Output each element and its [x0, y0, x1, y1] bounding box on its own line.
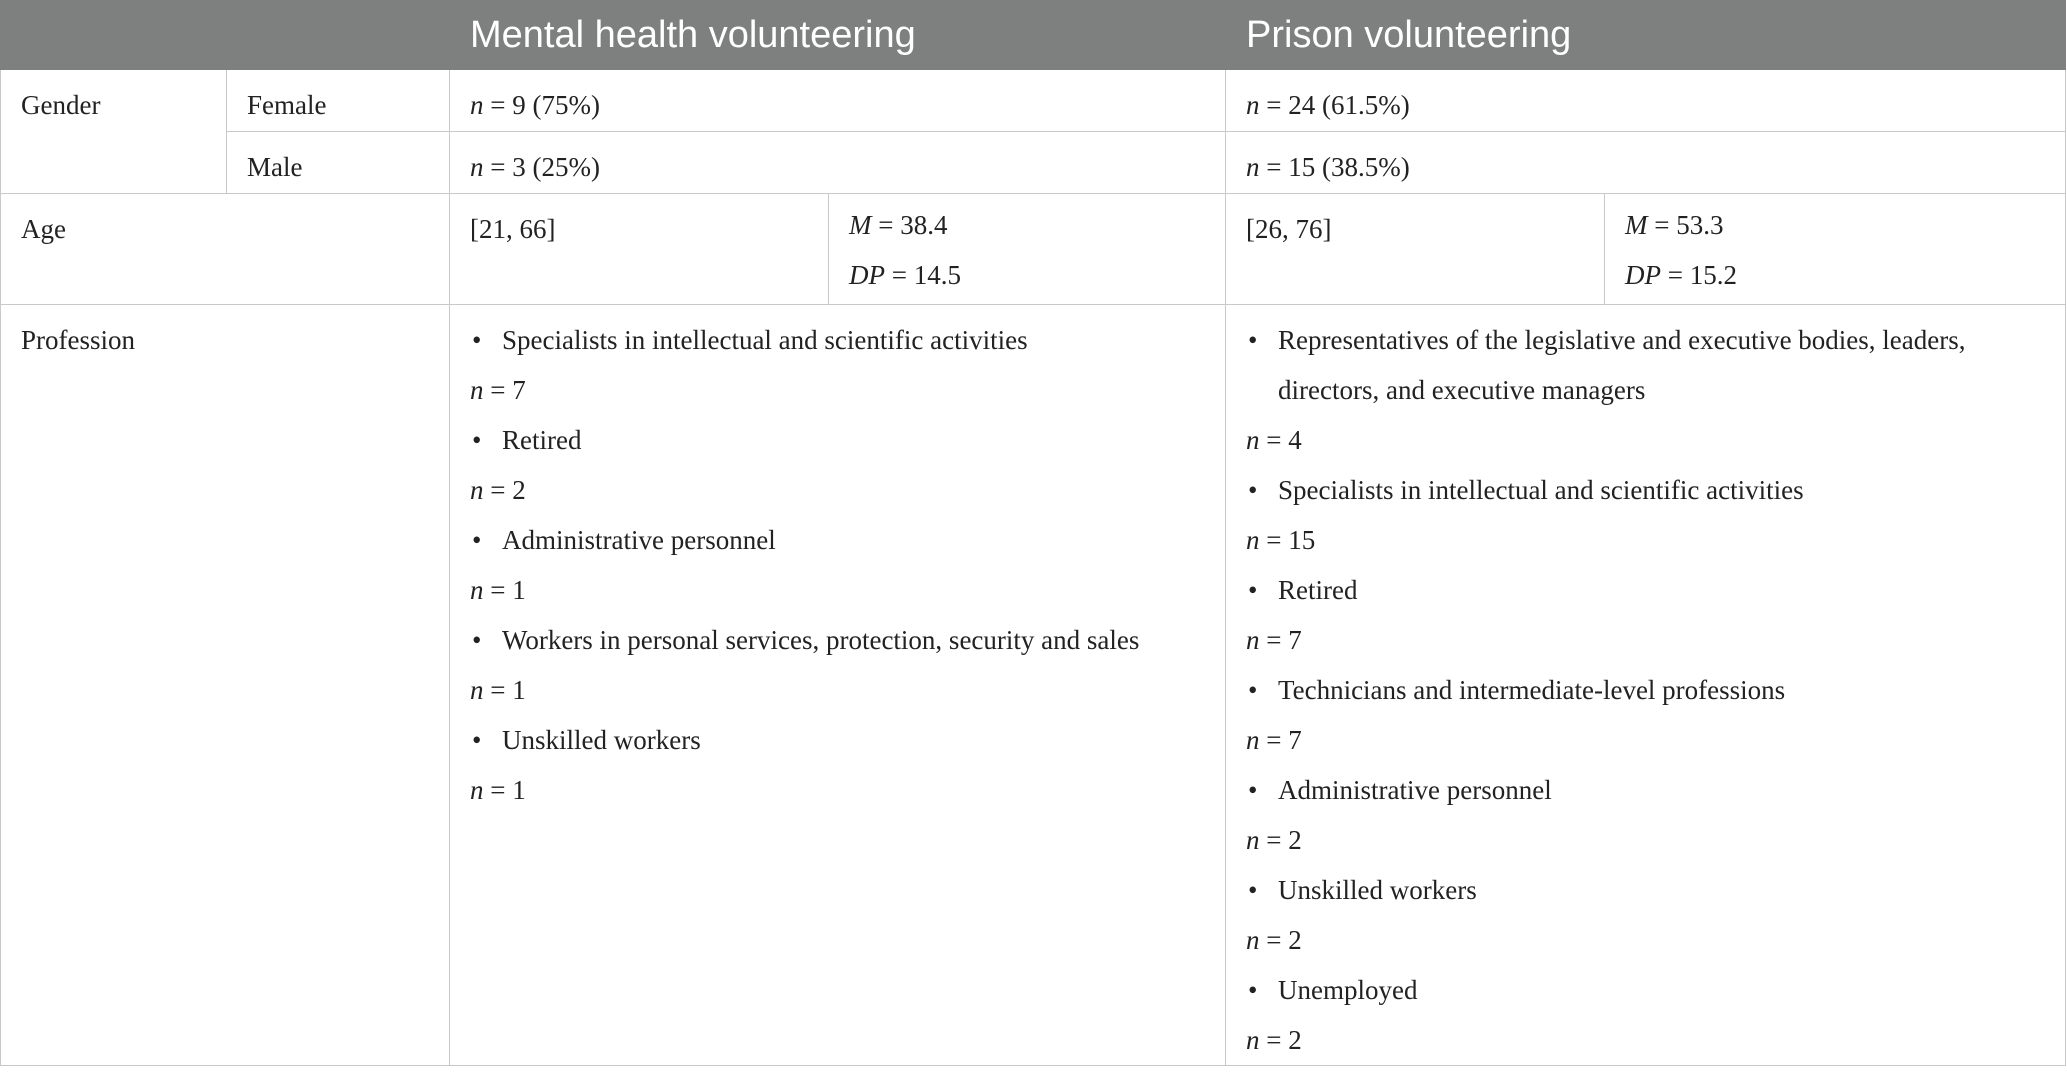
header-row: [1, 1, 2066, 70]
header-prison: Prison volunteering: [1226, 1, 2066, 70]
female-label: Female: [227, 70, 450, 132]
table-row-profession: [1, 305, 2066, 1066]
list-item: [1246, 315, 2045, 415]
prison-age-range: [26, 76]: [1226, 194, 1605, 305]
list-item: • Unemployed: [1246, 965, 2045, 1015]
list-item-count: n = 2: [1246, 925, 1302, 955]
gender-label: Gender: [1, 70, 227, 194]
list-item: • Unskilled workers: [1246, 865, 2045, 915]
prison-profession-list: [1226, 305, 2066, 1066]
list-item: • Technicians and intermediate-level professions: [1246, 665, 2045, 715]
list-item-count: n = 2: [1246, 1025, 1302, 1055]
profession-label: Profession: [1, 305, 450, 1066]
list-item-count: n = 1: [470, 775, 526, 805]
list-item-count: n = 7: [470, 375, 526, 405]
list-item-count: n = 15: [1246, 525, 1316, 555]
list-item: • Administrative personnel: [1246, 765, 2045, 815]
list-item-count: n = 2: [1246, 825, 1302, 855]
list-item-count: n = 1: [470, 575, 526, 605]
list-item-count: n = 2: [470, 475, 526, 505]
header-empty-cell: [1, 1, 450, 70]
male-label: Male: [227, 132, 450, 194]
list-item: • Retired: [470, 415, 1205, 465]
prison-age-mean: M = 53.3: [1625, 210, 1724, 240]
list-item: • Specialists in intellectual and scientific activities: [470, 315, 1205, 365]
header-mental-health: Mental health volunteering: [450, 1, 1226, 70]
list-item-count: n = 7: [1246, 725, 1302, 755]
mental-profession-list: [450, 305, 1226, 1066]
mental-age-mean: M = 38.4: [849, 210, 948, 240]
list-item-line: directors, and executive managers: [1278, 375, 1646, 405]
mental-age-range: [21, 66]: [450, 194, 829, 305]
list-item: • Specialists in intellectual and scientific activities: [1246, 465, 2045, 515]
list-item-count: n = 7: [1246, 625, 1302, 655]
list-item: • Unskilled workers: [470, 715, 1205, 765]
table-row-age: [1, 194, 2066, 305]
table-row-gender-male: [1, 132, 2066, 194]
list-item: • Retired: [1246, 565, 2045, 615]
prison-age-sd: DP = 15.2: [1625, 260, 1737, 290]
table-row-gender-female: [1, 70, 2066, 132]
age-label: Age: [1, 194, 450, 305]
list-item-count: n = 1: [470, 675, 526, 705]
prison-male-value: n = 15 (38.5%): [1226, 132, 2066, 194]
list-item-count: n = 4: [1246, 425, 1302, 455]
mental-age-stats: [829, 194, 1226, 305]
prison-age-stats: [1605, 194, 2066, 305]
mental-age-sd: DP = 14.5: [849, 260, 961, 290]
list-item: • Workers in personal services, protection, security and sales: [470, 615, 1205, 665]
list-item: • Administrative personnel: [470, 515, 1205, 565]
mental-male-value: n = 3 (25%): [450, 132, 1226, 194]
prison-female-value: n = 24 (61.5%): [1226, 70, 2066, 132]
list-item-line: • Representatives of the legislative and executive bodies, leaders,: [1278, 325, 1966, 355]
mental-female-value: n = 9 (75%): [450, 70, 1226, 132]
